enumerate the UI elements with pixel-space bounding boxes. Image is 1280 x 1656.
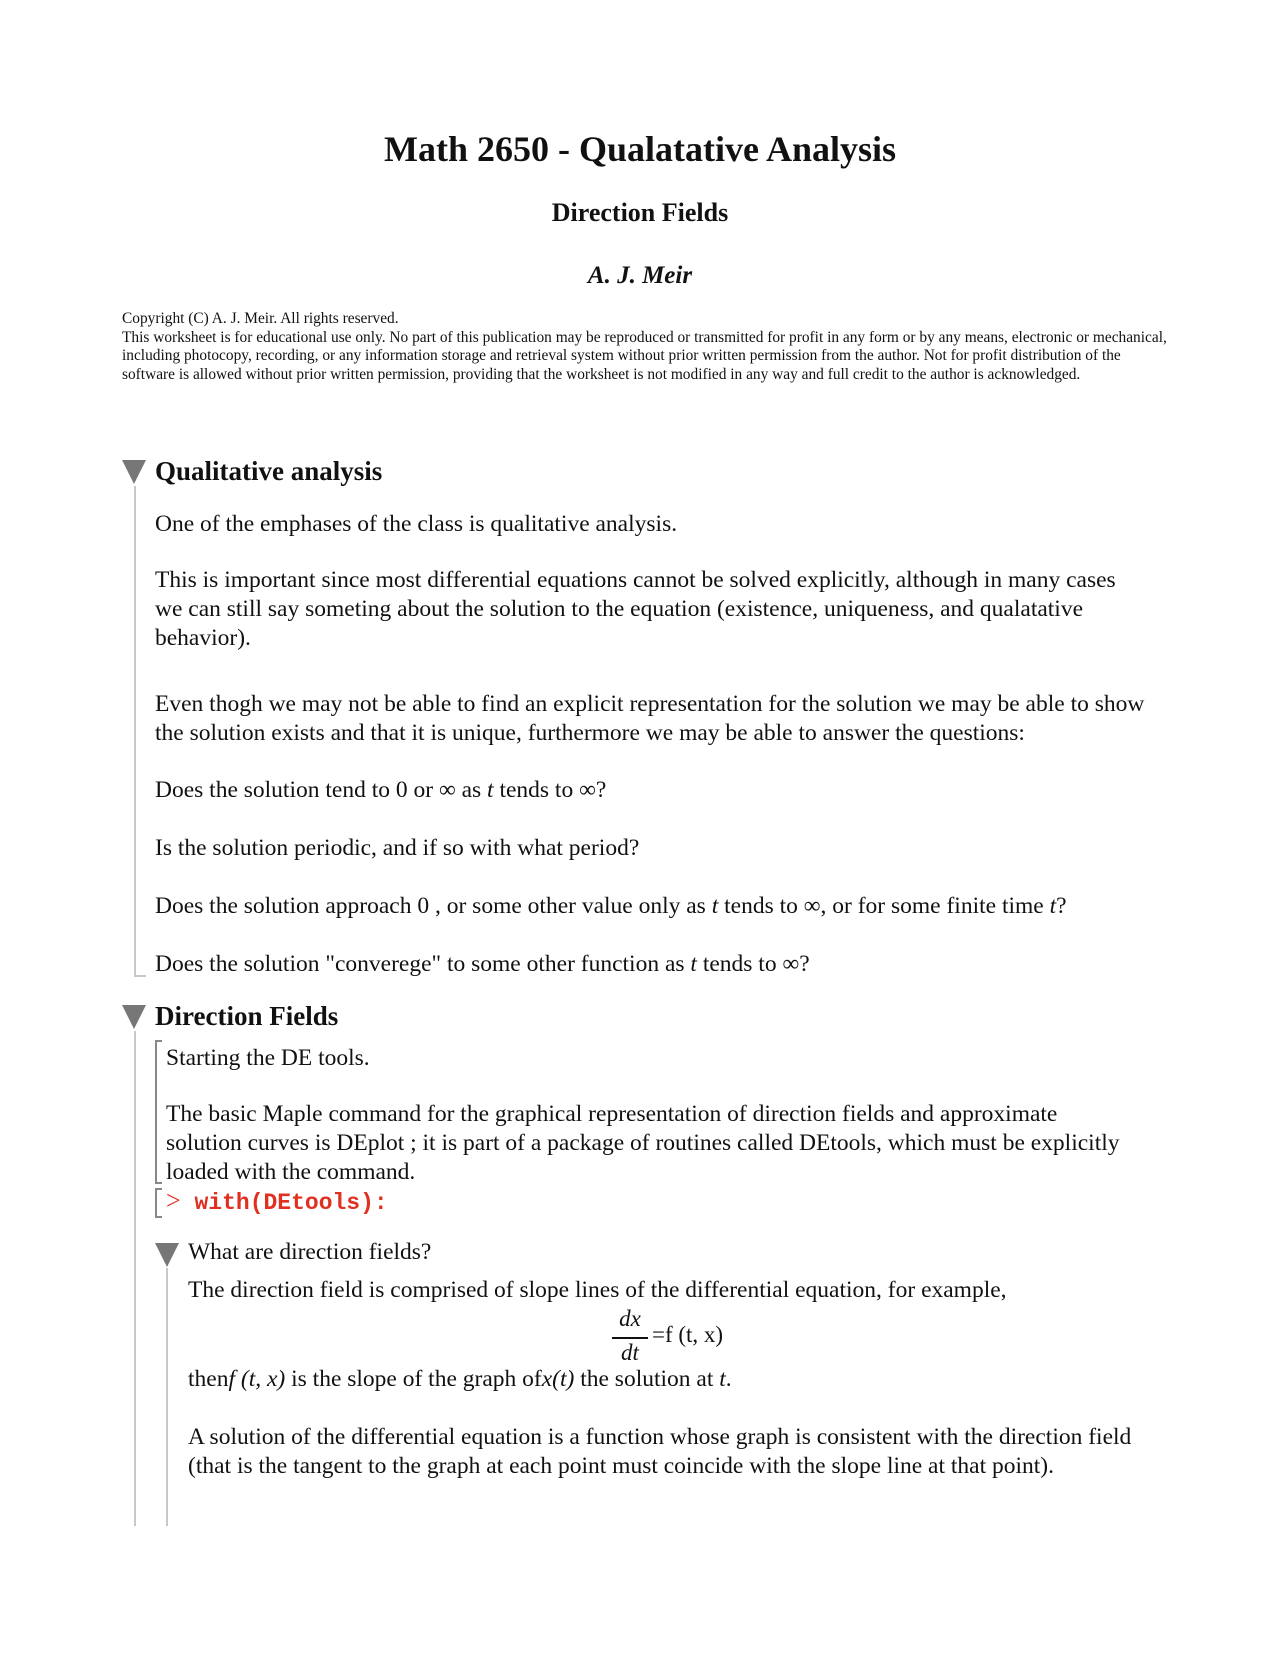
infinity-symbol: ∞: [579, 777, 596, 803]
math-expression: f (t, x): [228, 1366, 286, 1392]
text: tends to: [718, 893, 804, 919]
paragraph: [155, 690, 1155, 748]
paragraph: [166, 1044, 1166, 1073]
collapse-triangle-icon[interactable]: [122, 460, 146, 484]
text: ?: [1056, 893, 1067, 919]
question-2: Is the solution periodic, and if so with what period?: [155, 835, 640, 861]
text: ?: [595, 777, 607, 803]
section-bracket: [134, 1031, 136, 1526]
copyright-notice: [122, 310, 1172, 384]
page-subtitle: Direction Fields: [551, 198, 729, 227]
text: Does the solution tend to 0 or: [155, 777, 439, 803]
fraction-bar: [612, 1337, 648, 1339]
paragraph: [188, 1276, 1188, 1305]
subsection-bracket: [166, 1268, 168, 1526]
text: ?: [799, 951, 810, 977]
text: as: [455, 777, 488, 803]
paragraph: [188, 1365, 732, 1394]
maple-command[interactable]: with(DEtools):: [194, 1190, 388, 1216]
text: tends to: [493, 777, 580, 803]
infinity-symbol: ∞: [782, 951, 800, 977]
text: .: [725, 1366, 732, 1392]
fraction-numerator: dx: [619, 1306, 641, 1331]
section-heading-qualitative: Qualitative analysis: [155, 456, 383, 486]
section-bracket: [134, 486, 136, 976]
text-region-bracket: [155, 1040, 162, 1184]
paragraph-text: The direction field is comprised of slope lines of the differential equation, for example,: [188, 1277, 1007, 1303]
paragraph: [155, 510, 1155, 539]
copyright-line: Copyright (C) A. J. Meir. All rights reserved.: [122, 310, 399, 327]
author-name: A. J. Meir: [587, 262, 693, 289]
equation-rhs: =f (t, x): [652, 1322, 724, 1347]
variable-t: t: [719, 1366, 726, 1392]
math-expression: x(t): [541, 1366, 575, 1392]
collapse-triangle-icon[interactable]: [155, 1243, 179, 1267]
variable-t: t: [690, 951, 697, 977]
variable-t: t: [711, 893, 719, 919]
maple-input-line[interactable]: [166, 1186, 388, 1216]
question-4: [155, 950, 810, 979]
section-heading-direction-fields: Direction Fields: [155, 1001, 339, 1031]
text: Does the solution "converege" to some other function as: [155, 951, 691, 977]
variable-t: t: [1049, 893, 1057, 919]
paragraph-text: Even thogh we may not be able to find an explicit representation for the solution we may be able to show the solution exists and that it is unique, furthermore we may be able to answer the questions:: [155, 691, 1145, 746]
text: , or for some finite time: [820, 893, 1050, 919]
section-bracket-end: [134, 975, 146, 977]
copyright-body: This worksheet is for educational use only. No part of this publication may be reproduced or transmitted for profit in any form or by any means, electronic or mechanical, including photocopy, recording, or any information storage and retrieval system without prior written permission from the author. Not for profit distribution of the software is allowed without prior written permission, providing that the worksheet is not modified in any way and full credit to the author is acknowledged.: [122, 328, 1167, 383]
text: tends to: [696, 951, 783, 977]
text: then: [188, 1366, 229, 1392]
question-3: [155, 892, 1067, 921]
paragraph: [155, 566, 1145, 653]
subsection-heading: What are direction fields?: [188, 1239, 432, 1265]
question-1: [155, 776, 606, 805]
paragraph-text: One of the emphases of the class is qualitative analysis.: [155, 511, 678, 537]
paragraph-text: Starting the DE tools.: [166, 1045, 370, 1071]
paragraph: [188, 1423, 1168, 1481]
infinity-symbol: ∞: [438, 777, 456, 803]
variable-t: t: [487, 777, 494, 803]
execution-group-bracket: [155, 1188, 162, 1218]
page-title: Math 2650 - Qualatative Analysis: [383, 129, 896, 169]
paragraph: [166, 1100, 1126, 1187]
infinity-symbol: ∞: [803, 893, 821, 919]
paragraph-text: This is important since most differential equations cannot be solved explicitly, although in many cases we can still say someting about the solution to the equation (existence, uniqueness, and qualatative behavior).: [155, 567, 1116, 651]
prompt-symbol: >: [166, 1186, 181, 1215]
collapse-triangle-icon[interactable]: [122, 1005, 146, 1029]
paragraph-text: The basic Maple command for the graphical representation of direction fields and approximate solution curves is DEplot ; it is part of a package of routines called DEtools, which must be explicitly loaded with the command.: [166, 1101, 1120, 1185]
text: the solution at: [574, 1366, 720, 1392]
text: is the slope of the graph of: [285, 1366, 542, 1392]
paragraph-text: A solution of the differential equation is a function whose graph is consistent with the direction field (that is the tangent to the graph at each point must coincide with the slope line at that point).: [188, 1424, 1132, 1479]
text: Does the solution approach 0 , or some other value only as: [155, 893, 712, 919]
fraction-denominator: dt: [621, 1340, 639, 1365]
